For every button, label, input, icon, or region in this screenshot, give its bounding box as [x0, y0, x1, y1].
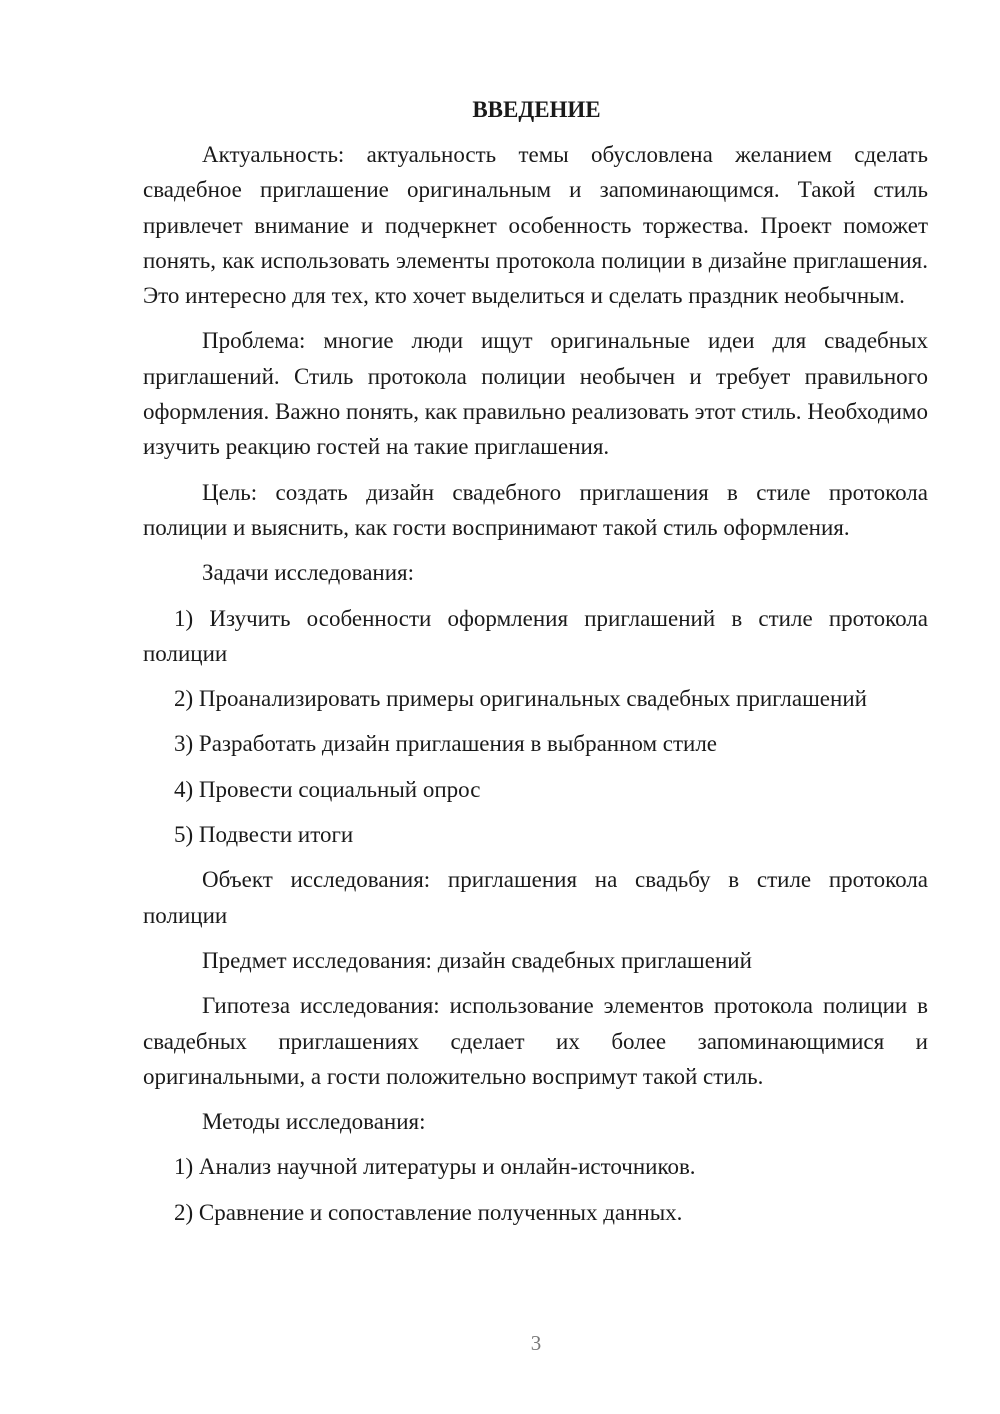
task-item-4: 4) Провести социальный опрос	[174, 776, 481, 802]
section-title: ВВЕДЕНИЕ	[472, 97, 601, 122]
method-item-2: 2) Сравнение и сопоставление полученных данных.	[174, 1199, 683, 1225]
paragraph-goal: Цель: создать дизайн свадебного приглашения в стиле протокола полиции и выяснить, как гости воспринимают такой стиль оформления.	[143, 479, 928, 540]
page-number: 3	[530, 1331, 542, 1355]
paragraph-subject: Предмет исследования: дизайн свадебных приглашений	[202, 947, 752, 973]
method-item-1: 1) Анализ научной литературы и онлайн-источников.	[174, 1154, 696, 1180]
methods-heading: Методы исследования:	[202, 1109, 426, 1135]
task-item-2: 2) Проанализировать примеры оригинальных свадебных приглашений	[174, 686, 867, 712]
paragraph-object: Объект исследования: приглашения на свадьбу в стиле протокола полиции	[143, 867, 928, 928]
tasks-heading: Задачи исследования:	[202, 560, 415, 586]
task-item-1: 1) Изучить особенности оформления приглашений в стиле протокола полиции	[143, 605, 928, 666]
task-item-5: 5) Подвести итоги	[174, 822, 354, 848]
paragraph-relevance: Актуальность: актуальность темы обусловлена желанием сделать свадебное приглашение оригинальным и запоминающимся. Такой стиль привлечет внимание и подчеркнет особенность торжества. Проект поможет понять, как использовать элементы протокола полиции в дизайне приглашения. Это интересно для тех, кто хочет выделиться и сделать праздник необычным.	[143, 142, 928, 309]
document-page	[143, 92, 928, 1240]
paragraph-hypothesis: Гипотеза исследования: использование элементов протокола полиции в свадебных приглашениях сделает их более запоминающимися и оригинальными, а гости положительно воспримут такой стиль.	[143, 993, 928, 1089]
task-item-3: 3) Разработать дизайн приглашения в выбранном стиле	[174, 731, 718, 757]
paragraph-problem: Проблема: многие люди ищут оригинальные идеи для свадебных приглашений. Стиль протокола полиции необычен и требует правильного оформления. Важно понять, как правильно реализовать этот стиль. Необходимо изучить реакцию гостей на такие приглашения.	[143, 328, 928, 460]
